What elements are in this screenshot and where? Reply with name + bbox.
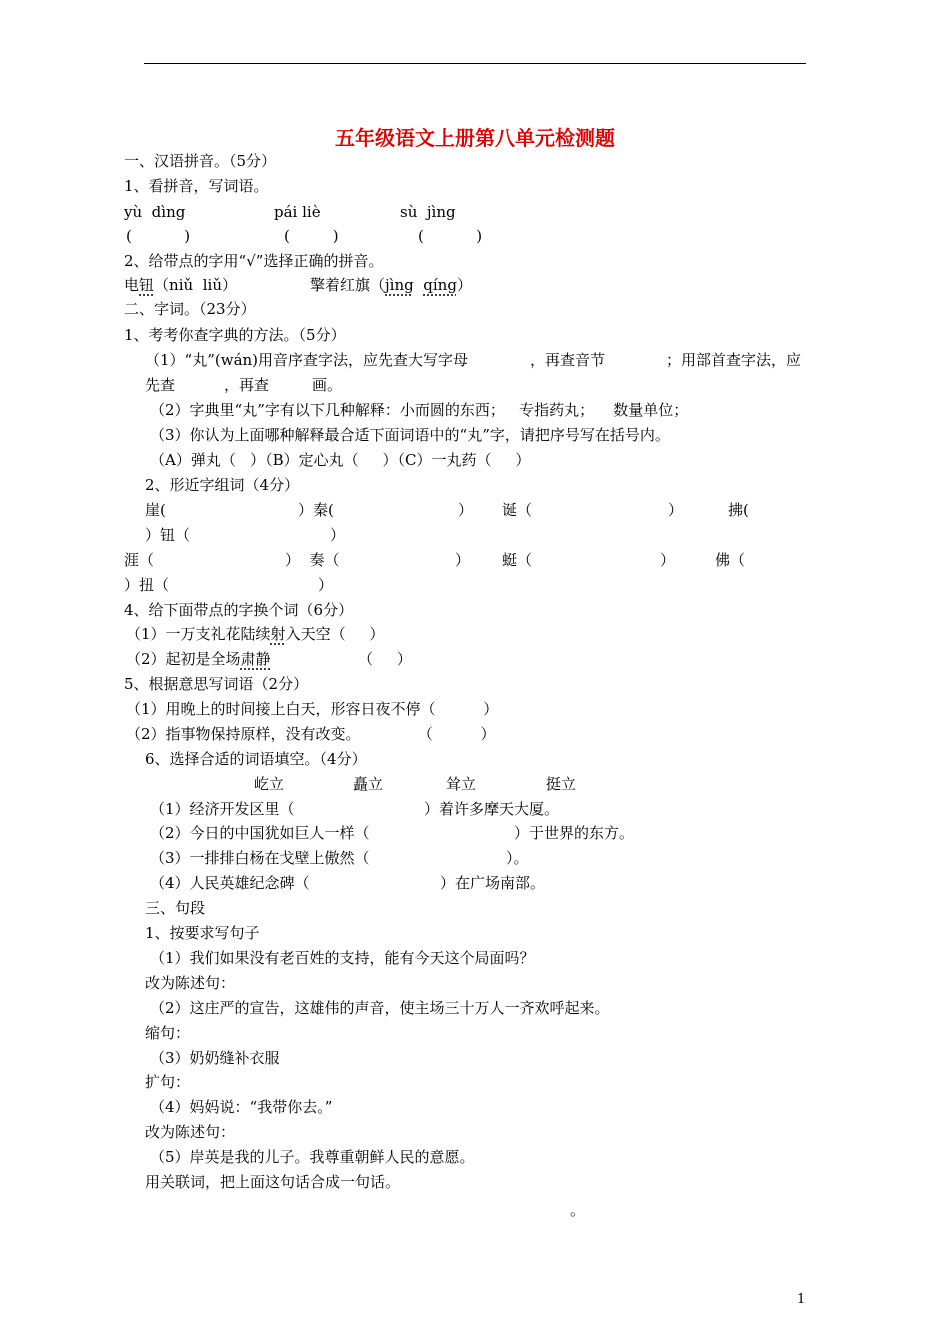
q6-1-b: ）着许多摩天大厦。 — [424, 800, 560, 818]
q2-5-2: （2）指事物保持原样，没有改变。 （ ） — [126, 725, 496, 743]
q6-word-3: 耸立 — [446, 775, 477, 793]
answer-bracket-3: ( ) — [418, 227, 483, 245]
q3-2: （2）这庄严的宣告，这雄伟的声音，使主场三十万人一齐欢呼起来。 — [150, 999, 610, 1017]
page-title: 五年级语文上册第八单元检测题 — [335, 126, 615, 150]
q6-word-2: 矗立 — [353, 775, 384, 793]
word-row1-3: ） — [458, 501, 474, 519]
question-2-4: 4、给下面带点的字换个词（6分） — [124, 601, 354, 619]
word-row1-4: 诞（ — [502, 501, 533, 519]
question-1-1: 1、看拼音，写词语。 — [124, 177, 269, 195]
word-row1-2: ）秦( — [298, 501, 334, 519]
q6-4-b: ）在广场南部。 — [440, 874, 546, 892]
question-2-5: 5、根据意思写词语（2分） — [124, 675, 309, 693]
q2-1-1-e: ，再查 — [224, 376, 270, 394]
q2-1-2: （2）字典里“丸”字有以下几种解释：小而圆的东西； 专指药丸； 数量单位； — [150, 401, 689, 419]
word-row1-8: ） — [330, 526, 346, 544]
q6-word-4: 挺立 — [546, 775, 577, 793]
q2-1-1-f: 画。 — [312, 376, 343, 394]
pinyin-2: pái liè — [274, 203, 321, 221]
q2-1-options: （A）弹丸（ ）（B）定心丸（ ）（C）一丸药（ ） — [150, 451, 531, 469]
q2-1-1-a: （1）“丸”(wán)用音序查字法，应先查大写字母 — [145, 351, 469, 369]
pinyin-choice-1: 电钮（niǔ liǔ） — [124, 276, 237, 294]
q3-3-task: 扩句： — [145, 1073, 191, 1091]
q2-4-2-bracket: （ ） — [358, 650, 412, 668]
question-2-2: 2、形近字组词（4分） — [145, 476, 300, 494]
word-row2-4: 蜓（ — [502, 551, 533, 569]
q2-5-1: （1）用晚上的时间接上白天，形容日夜不停（ ） — [126, 700, 499, 718]
answer-bracket-1: ( ) — [126, 227, 191, 245]
q6-4-a: （4）人民英雄纪念碑（ — [150, 874, 310, 892]
question-2-1: 1、考考你查字典的方法。（5分） — [124, 326, 346, 344]
q2-4-1: （1）一万支礼花陆续射入天空（ ） — [126, 625, 385, 643]
q3-5: （5）岸英是我的儿子。我尊重朝鲜人民的意愿。 — [150, 1148, 475, 1166]
q3-1-task: 改为陈述句： — [145, 974, 236, 992]
q3-1: （1）我们如果没有老百姓的支持，能有今天这个局面吗？ — [150, 949, 535, 967]
word-row1-6: 拂( — [728, 501, 749, 519]
pinyin-3: sù jìng — [400, 203, 456, 221]
question-1-2: 2、给带点的字用“√”选择正确的拼音。 — [124, 252, 384, 270]
word-row1-7: ）钮（ — [145, 526, 191, 544]
question-2-6: 6、选择合适的词语填空。（4分） — [145, 750, 367, 768]
q2-4-2: （2）起初是全场肃静 — [126, 650, 271, 668]
answer-bracket-2: ( ) — [284, 227, 339, 245]
page-number: 1 — [797, 1292, 806, 1307]
question-3-1: 1、按要求写句子 — [145, 924, 260, 942]
q3-2-task: 缩句： — [145, 1024, 191, 1042]
dotted-char: 钮 — [139, 276, 155, 294]
pinyin-choice-2: 擎着红旗（jìng qíng） — [310, 276, 472, 294]
q3-4: （4）妈妈说：“我带你去。” — [150, 1098, 333, 1116]
q6-word-1: 屹立 — [254, 775, 285, 793]
word-row2-6: 佛（ — [715, 551, 746, 569]
section-3-heading: 三、句段 — [145, 899, 206, 917]
q2-1-1-c: ；用部首查字法，应 — [666, 351, 802, 369]
word-row2-8: ） — [318, 576, 334, 594]
word-row1-5: ） — [668, 501, 684, 519]
word-row2-7: ）扭（ — [124, 576, 170, 594]
q2-1-1-b: ，再查音节 — [530, 351, 606, 369]
pinyin-1: yù dìng — [124, 203, 186, 221]
q2-1-3: （3）你认为上面哪种解释最合适下面词语中的“丸”字，请把序号写在括号内。 — [150, 426, 670, 444]
q6-1-a: （1）经济开发区里（ — [150, 800, 295, 818]
word-row2-3: ） — [455, 551, 471, 569]
end-mark: 。 — [570, 1201, 586, 1219]
header-rule — [144, 63, 806, 64]
q6-3-a: （3）一排排白杨在戈壁上傲然（ — [150, 849, 370, 867]
q2-1-1-d: 先查 — [145, 376, 176, 394]
q6-2-a: （2）今日的中国犹如巨人一样（ — [150, 824, 370, 842]
q3-5-task: 用关联词，把上面这句话合成一句话。 — [145, 1173, 401, 1191]
q3-4-task: 改为陈述句： — [145, 1123, 236, 1141]
word-row1-1: 崖( — [145, 501, 166, 519]
word-row2-1: 涯（ — [124, 551, 155, 569]
q6-2-b: ）于世界的东方。 — [514, 824, 635, 842]
section-1-heading: 一、汉语拼音。（5分） — [124, 152, 277, 170]
word-row2-2: ） 奏（ — [285, 551, 340, 569]
q3-3: （3）奶奶缝补衣服 — [150, 1049, 280, 1067]
word-row2-5: ） — [660, 551, 676, 569]
section-2-heading: 二、字词。（23分） — [124, 300, 256, 318]
q6-3-b: ）。 — [506, 849, 529, 867]
